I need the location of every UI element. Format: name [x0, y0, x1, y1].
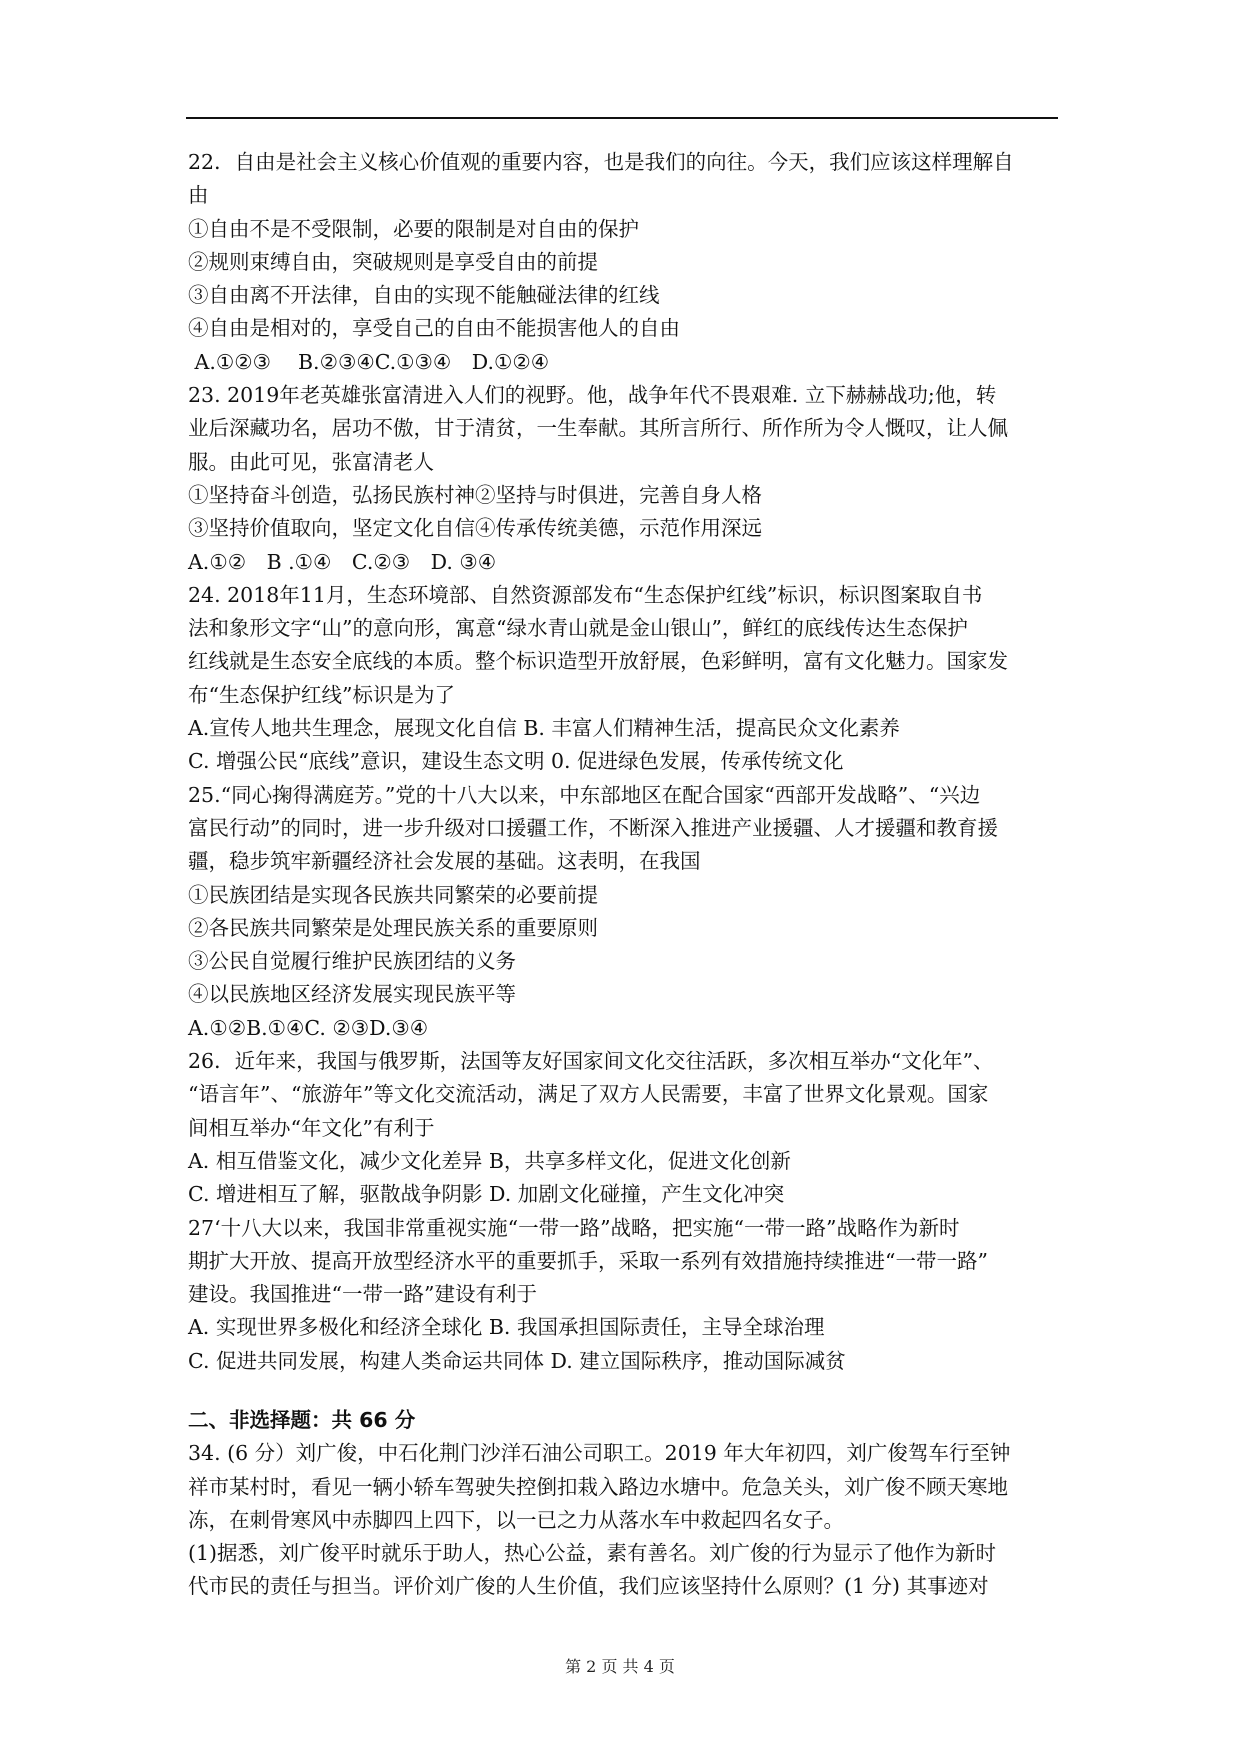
statement-item: ②规则束缚自由，突破规则是享受自由的前提 [188, 249, 598, 274]
question-stem-line: 服。由此可见，张富清老人 [188, 449, 434, 474]
answer-options: C. 增进相互了解，驱散战争阴影 D. 加剧文化碰撞，产生文化冲突 [188, 1182, 785, 1207]
question-stem-line: 祥市某村时，看见一辆小轿车驾驶失控倒扣栽入路边水塘中。危急关头，刘广俊不顾天寒地 [188, 1474, 1008, 1499]
statement-item: ④自由是相对的，享受自己的自由不能损害他人的自由 [188, 316, 680, 341]
question-34 [188, 1437, 1064, 1603]
section-gap [188, 1378, 1064, 1404]
statement-item: ①民族团结是实现各民族共同繁荣的必要前提 [188, 882, 598, 907]
question-stem-line: 红线就是生态安全底线的本质。整个标识造型开放舒展，色彩鲜明，富有文化魅力。国家发 [188, 649, 1008, 674]
page-footer: 第 2 页 共 4 页 [565, 1657, 675, 1676]
question-stem-line: 27‘十八大以来，我国非常重视实施“一带一路”战略，把实施“一带一路”战略作为新时 [188, 1215, 960, 1240]
answer-options: C. 增强公民“底线”意识，建设生态文明 0. 促进绿色发展，传承传统文化 [188, 749, 844, 774]
question-stem-line: 25.“同心掬得满庭芳。”党的十八大以来，中东部地区在配合国家“西部开发战略”、“兴边 [188, 782, 981, 807]
question-stem-line: 23. 2019年老英雄张富清进入人们的视野。他，战争年代不畏艰难. 立下赫赫战功;他，转 [188, 383, 997, 408]
question-22 [188, 146, 1064, 379]
question-stem-line: 由 [188, 183, 209, 208]
question-stem-line: 业后深藏功名，居功不傲，甘于清贫，一生奉献。其所言所行、所作所为令人慨叹，让人佩 [188, 416, 1008, 441]
question-stem-line: 冻，在刺骨寒风中赤脚四上四下，以一已之力从落水车中救起四名女子。 [188, 1507, 844, 1532]
answer-options: A.①②③ B.②③④C.①③④ D.①②④ [188, 349, 550, 374]
question-stem-line: 34. (6 分）刘广俊，中石化荆门沙洋石油公司职工。2019 年大年初四，刘广俊驾车行至钟 [188, 1441, 1011, 1466]
answer-options: A. 相互借鉴文化，减少文化差异 B，共享多样文化，促进文化创新 [188, 1148, 791, 1173]
answer-options: A.①②B.①④C. ②③D.③④ [188, 1015, 429, 1040]
header-rule [186, 117, 1058, 119]
sub-question-line: 代市民的责任与担当。评价刘广俊的人生价值，我们应该坚持什么原则？(1 分) 其事迹对 [188, 1574, 989, 1599]
statement-item: ①坚持奋斗创造，弘扬民族村神②坚持与时俱进，完善自身人格 [188, 482, 762, 507]
question-stem-line: 期扩大开放、提高开放型经济水平的重要抓手，采取一系列有效措施持续推进“一带一路” [188, 1248, 988, 1273]
section-title: 二、非选择题：共 66 分 [188, 1407, 416, 1432]
question-stem-line: 26．近年来，我国与俄罗斯，法国等友好国家间文化交往活跃，多次相互举办“文化年”、 [188, 1049, 994, 1074]
statement-item: ③公民自觉履行维护民族团结的义务 [188, 949, 516, 974]
question-23 [188, 379, 1064, 579]
question-stem-line: 法和象形文字“山”的意向形，寓意“绿水青山就是金山银山”，鲜红的底线传达生态保护 [188, 616, 968, 641]
statement-item: ③自由离不开法律，自由的实现不能触碰法律的红线 [188, 283, 660, 308]
question-stem-line: 布“生态保护红线”标识是为了 [188, 682, 455, 707]
statement-item: ③坚持价值取向，坚定文化自信④传承传统美德，示范作用深远 [188, 516, 762, 541]
question-stem-line: 建设。我国推进“一带一路”建设有利于 [188, 1282, 537, 1307]
page-content [188, 146, 1064, 1604]
statement-item: ②各民族共同繁荣是处理民族关系的重要原则 [188, 915, 598, 940]
question-27 [188, 1212, 1064, 1378]
answer-options: C. 促进共同发展，构建人类命运共同体 D. 建立国际秩序，推动国际减贫 [188, 1348, 846, 1373]
answer-options: A. 实现世界多极化和经济全球化 B. 我国承担国际责任，主导全球治理 [188, 1315, 825, 1340]
statement-item: ①自由不是不受限制，必要的限制是对自由的保护 [188, 216, 639, 241]
question-stem-line: 疆，稳步筑牢新疆经济社会发展的基础。这表明，在我国 [188, 849, 701, 874]
statement-item: ④以民族地区经济发展实现民族平等 [188, 982, 516, 1007]
question-stem-line: 22．自由是社会主义核心价值观的重要内容，也是我们的向往。今天，我们应该这样理解自 [188, 150, 1014, 174]
question-26 [188, 1045, 1064, 1211]
question-stem-line: 24. 2018年11月，生态环境部、自然资源部发布“生态保护红线”标识，标识图案取自书 [188, 582, 983, 607]
sub-question-line: (1)据悉，刘广俊平时就乐于助人，热心公益，素有善名。刘广俊的行为显示了他作为新时 [188, 1541, 997, 1566]
answer-options: A.宣传人地共生理念，展现文化自信 B. 丰富人们精神生活，提高民众文化素养 [188, 716, 900, 741]
question-stem-line: 间相互举办“年文化”有利于 [188, 1115, 435, 1140]
answer-options: A.①② B .①④ C.②③ D. ③④ [188, 549, 497, 574]
question-25 [188, 779, 1064, 1045]
question-stem-line: 富民行动”的同时，进一步升级对口援疆工作，不断深入推进产业援疆、人才援疆和教育援 [188, 815, 998, 840]
question-24 [188, 579, 1064, 779]
question-stem-line: “语言年”、“旅游年”等文化交流活动，满足了双方人民需要，丰富了世界文化景观。国家 [188, 1082, 989, 1107]
